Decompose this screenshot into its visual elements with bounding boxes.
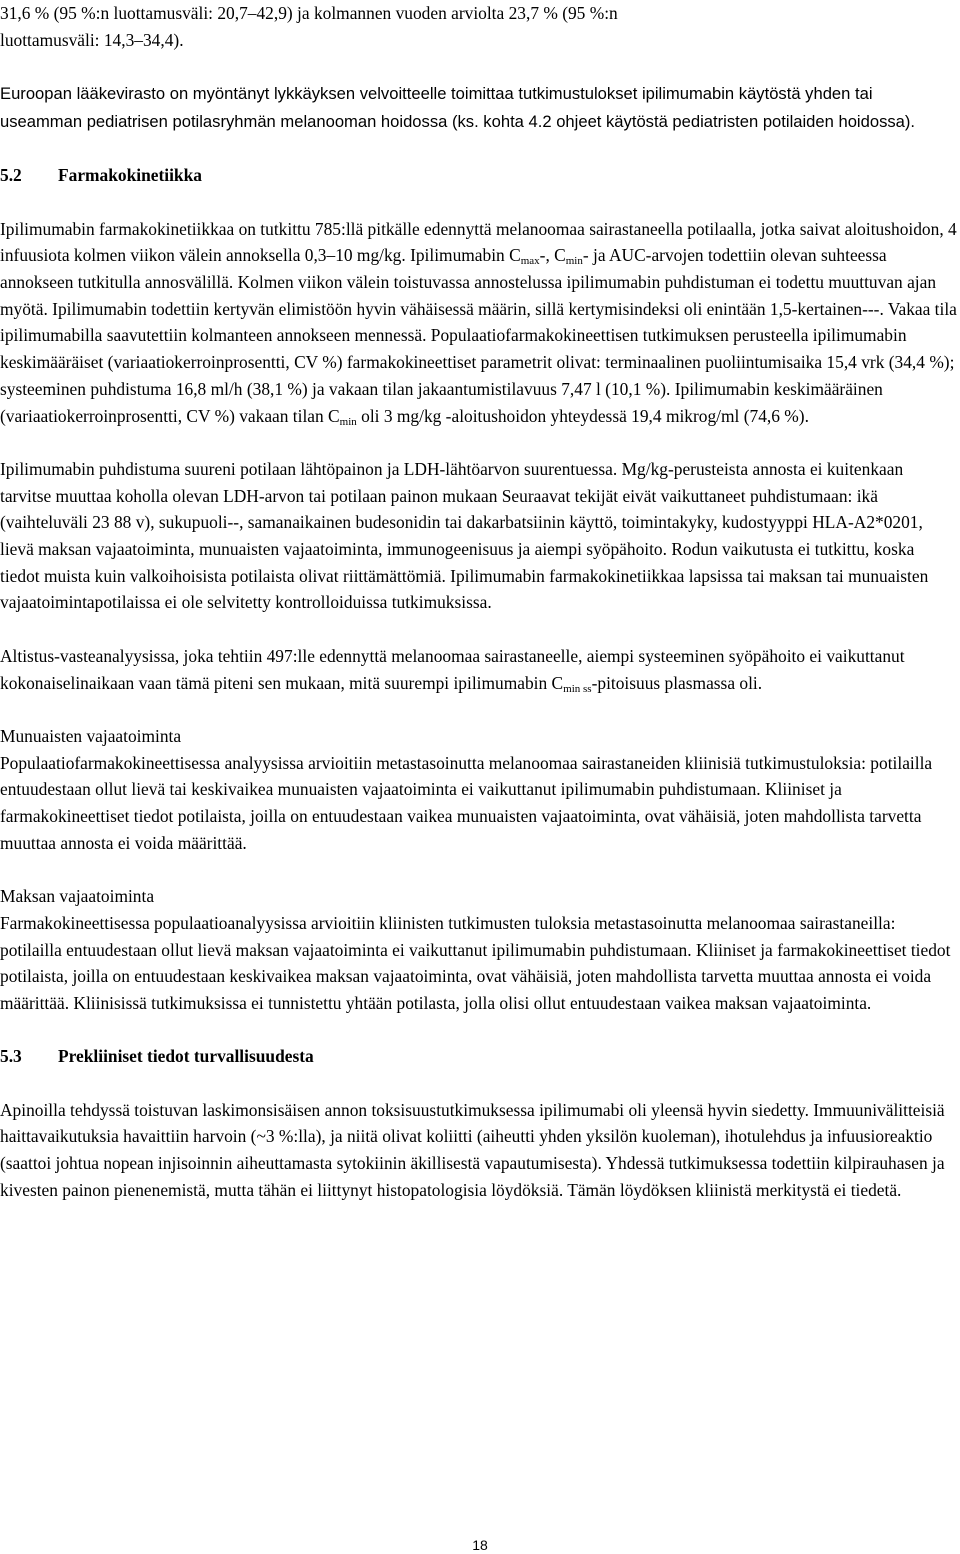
pk-paragraph-1: Ipilimumabin farmakokinetiikkaa on tutkittu 785:llä pitkälle edennyttä melanoomaa sairastaneella potilaalla, jotka saivat aloitushoidon, 4 infuusiota kolmen viikon välein annoksella 0,3–10 mg/kg. Ipilimumabin $C_{max}-$, $C_{min}-$ ja AUC-arvojen todettiin olevan suhteessa annokseen tutkitulla annosvälillä. Kolmen viikon välein toistuvassa annostelussa ipilimumabin puhdistuman ei todettu muuttuvan ajan myötä. Ipilimumabin todettiin kertyvän elimistöön hyvin vähäisessä määrin, sillä kertymisindeksi oli enintään 1,5-kertainen---. Vakaa tila ipilimumabilla saavutettiin kolmanteen annokseen mennessä. Populaatiofarmakokineettisen tutkimuksen perusteella ipilimumabin keskimääräiset (variaatiokerroinprosentti, CV %) farmakokineettiset parametrit olivat: terminaalinen puoliintumisaika 15,4 vrk (34,4 %); systeeminen puhdistuma 16,8 ml/h (38,1 %) ja vakaan tilan jakaantumistilavuus 7,47 l (10,1 %). Ipilimumabin keskimääräinen (variaatiokerroinprosentti, CV %) vakaan tilan $C_{min}$ oli 3 mg/kg -aloitushoidon yhteydessä 19,4 mikrog/ml (74,6 %).	[0, 218, 957, 428]
ema-paragraph	[0, 80, 957, 135]
renal-text: Populaatiofarmakokineettisessa analyysissa arvioitiin metastasoinutta melanoomaa sairastaneiden kliinisiä tutkimustuloksia: potilailla entuudestaan ollut lievä tai keskivaikea munuaisten vajaatoiminta ei vaikuttanut ipilimumabin puhdistumaan. Kliiniset ja farmakokineettiset tiedot potilaista, joilla on entuudestaan vaikea munuaisten vajaatoiminta, ovat vähäisiä, joten mahdollista tarvetta muuttaa annosta ei voida määrittää.	[0, 752, 933, 853]
renal-heading: Munuaisten vajaatoiminta	[0, 725, 182, 746]
section-heading-5-2	[0, 162, 957, 189]
hepatic-heading: Maksan vajaatoiminta	[0, 886, 155, 907]
section-number: 5.3	[0, 1046, 22, 1067]
ema-text: Euroopan lääkevirasto on myöntänyt lykkäyksen velvoitteelle toimittaa tutkimustulokset ipilimumabin käytöstä yhden tai useamman pediatrisen potilasryhmän melanooman hoidossa (ks. kohta 4.2 ohjeet käytöstä pediatristen potilaiden hoidossa).	[0, 84, 916, 131]
pk-paragraph-3: Altistus-vasteanalyysissa, joka tehtiin 497:lle edennyttä melanoomaa sairastaneelle, aiempi systeeminen syöpähoito ei vaikuttanut kokonaiselinaikaan vaan tämä piteni sen mukaan, mitä suurempi ipilimumabin $C_{min ss}$-pitoisuus plasmassa oli.	[0, 645, 905, 695]
section-title: Farmakokinetiikka	[58, 165, 202, 186]
intro-line-1: 31,6 % (95 %:n luottamusväli: 20,7–42,9) ja kolmannen vuoden arviolta 23,7 % (95 %:n	[0, 3, 618, 23]
intro-text	[0, 0, 957, 53]
intro-line-2: luottamusväli: 14,3–34,4).	[0, 29, 184, 50]
preclinical-paragraph: Apinoilla tehdyssä toistuvan laskimonsisäisen annon toksisuustutkimuksessa ipilimumabi oli yleensä hyvin siedetty. Immuunivälitteisiä haittavaikutuksia havaittiin harvoin (~3 %:lla), ja niitä olivat koliitti (aiheutti yhden yksilön kuoleman), ihotulehdus ja infuusioreaktio (saattoi johtua nopean injisoinnin aiheuttamasta sytokiinin äkillisestä vapautumisesta). Yhdessä tutkimuksessa todettiin kilpirauhasen ja kivesten painon pienenemistä, mutta tähän ei liittynyt histopatologisia löydöksiä. Tämän löydöksen kliinistä merkitystä ei tiedetä.	[0, 1099, 945, 1200]
hepatic-section	[0, 883, 957, 1017]
section-heading-5-3	[0, 1043, 957, 1070]
section-title: Prekliiniset tiedot turvallisuudesta	[58, 1046, 314, 1067]
renal-section	[0, 723, 957, 857]
hepatic-text: Farmakokineettisessa populaatioanalyysissa arvioitiin kliinisten tutkimusten tuloksia metastasoinutta melanoomaa sairastaneilla: potilailla entuudestaan ollut lievä maksan vajaatoiminta ei vaikuttanut ipilimumabin puhdistumaan. Kliiniset ja farmakokineettiset tiedot potilaista, joilla on entuudestaan keskivaikea maksan vajaatoiminta, ovat vähäisiä, joten mahdollista tarvetta muuttaa annosta ei voida määrittää. Kliinisissä tutkimuksissa ei tunnistettu yhtään potilasta, jolla olisi ollut entuudestaan vaikea maksan vajaatoiminta.	[0, 912, 951, 1013]
page-number: 18	[472, 1537, 488, 1553]
pk-paragraph-2: Ipilimumabin puhdistuma suureni potilaan lähtöpainon ja LDH-lähtöarvon suurentuessa. Mg/kg-perusteista annosta ei kuitenkaan tarvitse muuttaa koholla olevan LDH-arvon tai potilaan painon mukaan Seuraavat tekijät eivät vaikuttaneet puhdistumaan: ikä (vaihteluväli 23 88 v), sukupuoli--, samanaikainen budesonidin tai dakarbatsiinin käyttö, toimintakyky, kudostyyppi HLA-A2*0201, lievä maksan vajaatoiminta, munuaisten vajaatoiminta, immunogeenisuus ja aiempi syöpähoito. Rodun vaikutusta ei tutkittu, koska tiedot muista kuin valkoihoisista potilaista olivat riittämättömiä. Ipilimumabin farmakokinetiikkaa lapsissa tai maksan tai munuaisten vajaatoimintapotilaissa ei ole selvitetty kontrolloiduissa tutkimuksissa.	[0, 458, 929, 613]
section-number: 5.2	[0, 165, 22, 186]
